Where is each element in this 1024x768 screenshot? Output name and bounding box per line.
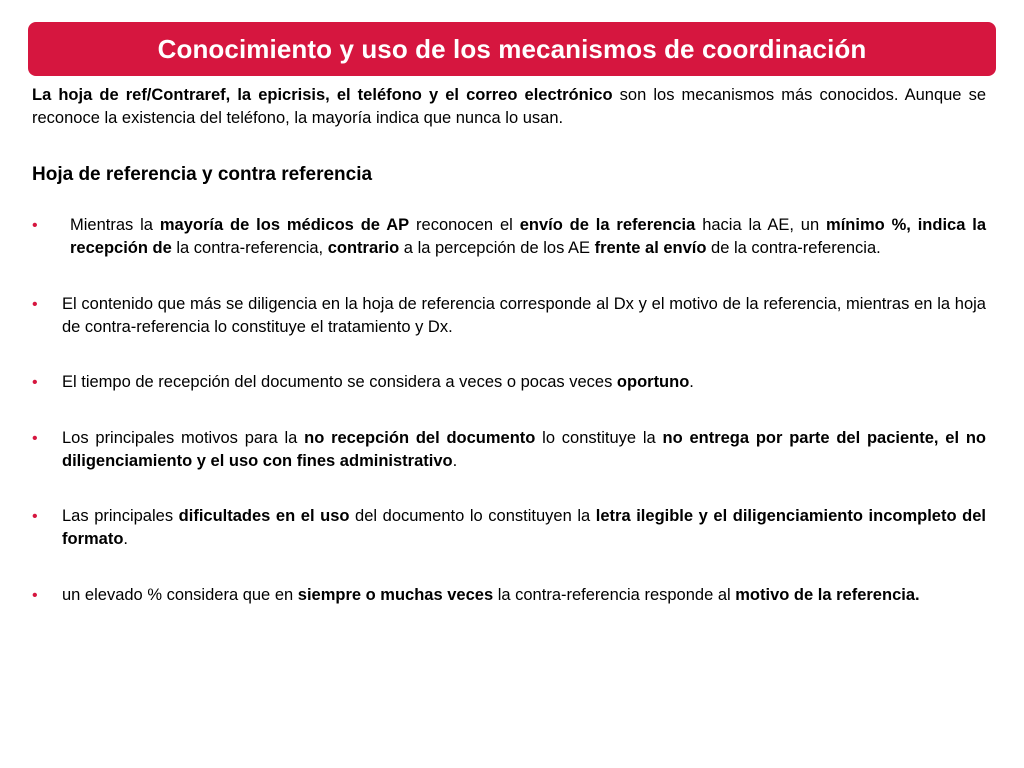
bullet-marker: • [32, 374, 38, 391]
bullet-text-segment: reconocen el [409, 216, 520, 234]
bullet-text-segment: a la percepción de los AE [399, 239, 595, 257]
bullet-text [62, 586, 920, 604]
bullet-bold-segment: motivo de la referencia. [735, 586, 920, 604]
bullet-marker: • [32, 508, 38, 525]
bullet-text [62, 507, 986, 548]
intro-paragraph [32, 84, 986, 130]
bullet-text-segment: El tiempo de recepción del documento se considera a veces o pocas veces [62, 373, 617, 391]
bullet-marker: • [32, 430, 38, 447]
bullet-marker: • [32, 587, 38, 604]
bullet-bold-segment: letra ilegible y el diligenciamiento incompleto del formato [62, 507, 986, 548]
bullet-text [62, 373, 694, 391]
bullet-text [62, 295, 986, 336]
bullet-text-segment: la contra-referencia, [171, 239, 328, 257]
bullet-marker: • [32, 296, 38, 313]
bullet-bold-segment: contrario [327, 239, 400, 257]
slide-content [32, 84, 986, 607]
bullet-text-segment: la contra-referencia responde al [493, 586, 736, 604]
bullet-item [32, 584, 986, 607]
bullet-item [32, 214, 986, 260]
bullet-item [32, 371, 986, 394]
section-subheading: Hoja de referencia y contra referencia [32, 164, 373, 185]
intro-text: son los mecanismos más conocidos. Aunque se reconoce la existencia del teléfono, la mayoría indica que nunca lo usan. [32, 86, 987, 127]
slide-title: Conocimiento y uso de los mecanismos de coordinación [157, 33, 867, 64]
bullet-text-segment: del documento lo constituyen la [349, 507, 596, 525]
bullet-bold-segment: siempre o muchas veces [297, 586, 494, 604]
bullet-item [32, 293, 986, 339]
bullet-bold-segment: no entrega por parte del paciente, el no diligenciamiento y el uso con fines administrativo [62, 429, 987, 470]
bullet-text-segment: un elevado % considera que en [62, 586, 298, 604]
bullet-bold-segment: frente al envío [594, 239, 707, 257]
bullet-bold-segment: envío de la referencia [519, 216, 696, 234]
bullet-item [32, 505, 986, 551]
bullet-bold-segment: mínimo %, indica la recepción de [70, 216, 987, 257]
bullet-text-segment: El contenido que más se diligencia en la hoja de referencia corresponde al Dx y el motivo de la referencia, mientras en la hoja de contra-referencia lo constituye el tratamiento y Dx. [62, 295, 986, 336]
title-banner [28, 22, 996, 76]
bullet-text-segment: . [689, 373, 694, 391]
bullet-text [70, 216, 986, 257]
bullet-text [62, 429, 986, 470]
bullet-text-segment: de la contra-referencia. [706, 239, 881, 257]
bullet-text-segment: hacia la AE, un [695, 216, 827, 234]
bullet-bold-segment: dificultades en el uso [178, 507, 350, 525]
bullet-text-segment: Mientras la [70, 216, 160, 234]
bullet-text-segment: . [123, 530, 129, 548]
bullet-text-segment: Las principales [62, 507, 179, 525]
bullet-bold-segment: no recepción del documento [304, 429, 536, 447]
bullet-text-segment: . [452, 452, 458, 470]
bullet-bold-segment: oportuno [616, 373, 690, 391]
bullet-list [32, 214, 986, 607]
bullet-item [32, 427, 986, 473]
intro-bold-text: La hoja de ref/Contraref, la epicrisis, el teléfono y el correo electrónico [32, 86, 613, 104]
bullet-text-segment: lo constituye la [535, 429, 663, 447]
bullet-bold-segment: mayoría de los médicos de AP [159, 216, 410, 234]
bullet-text-segment: Los principales motivos para la [62, 429, 305, 447]
bullet-marker: • [32, 217, 38, 234]
